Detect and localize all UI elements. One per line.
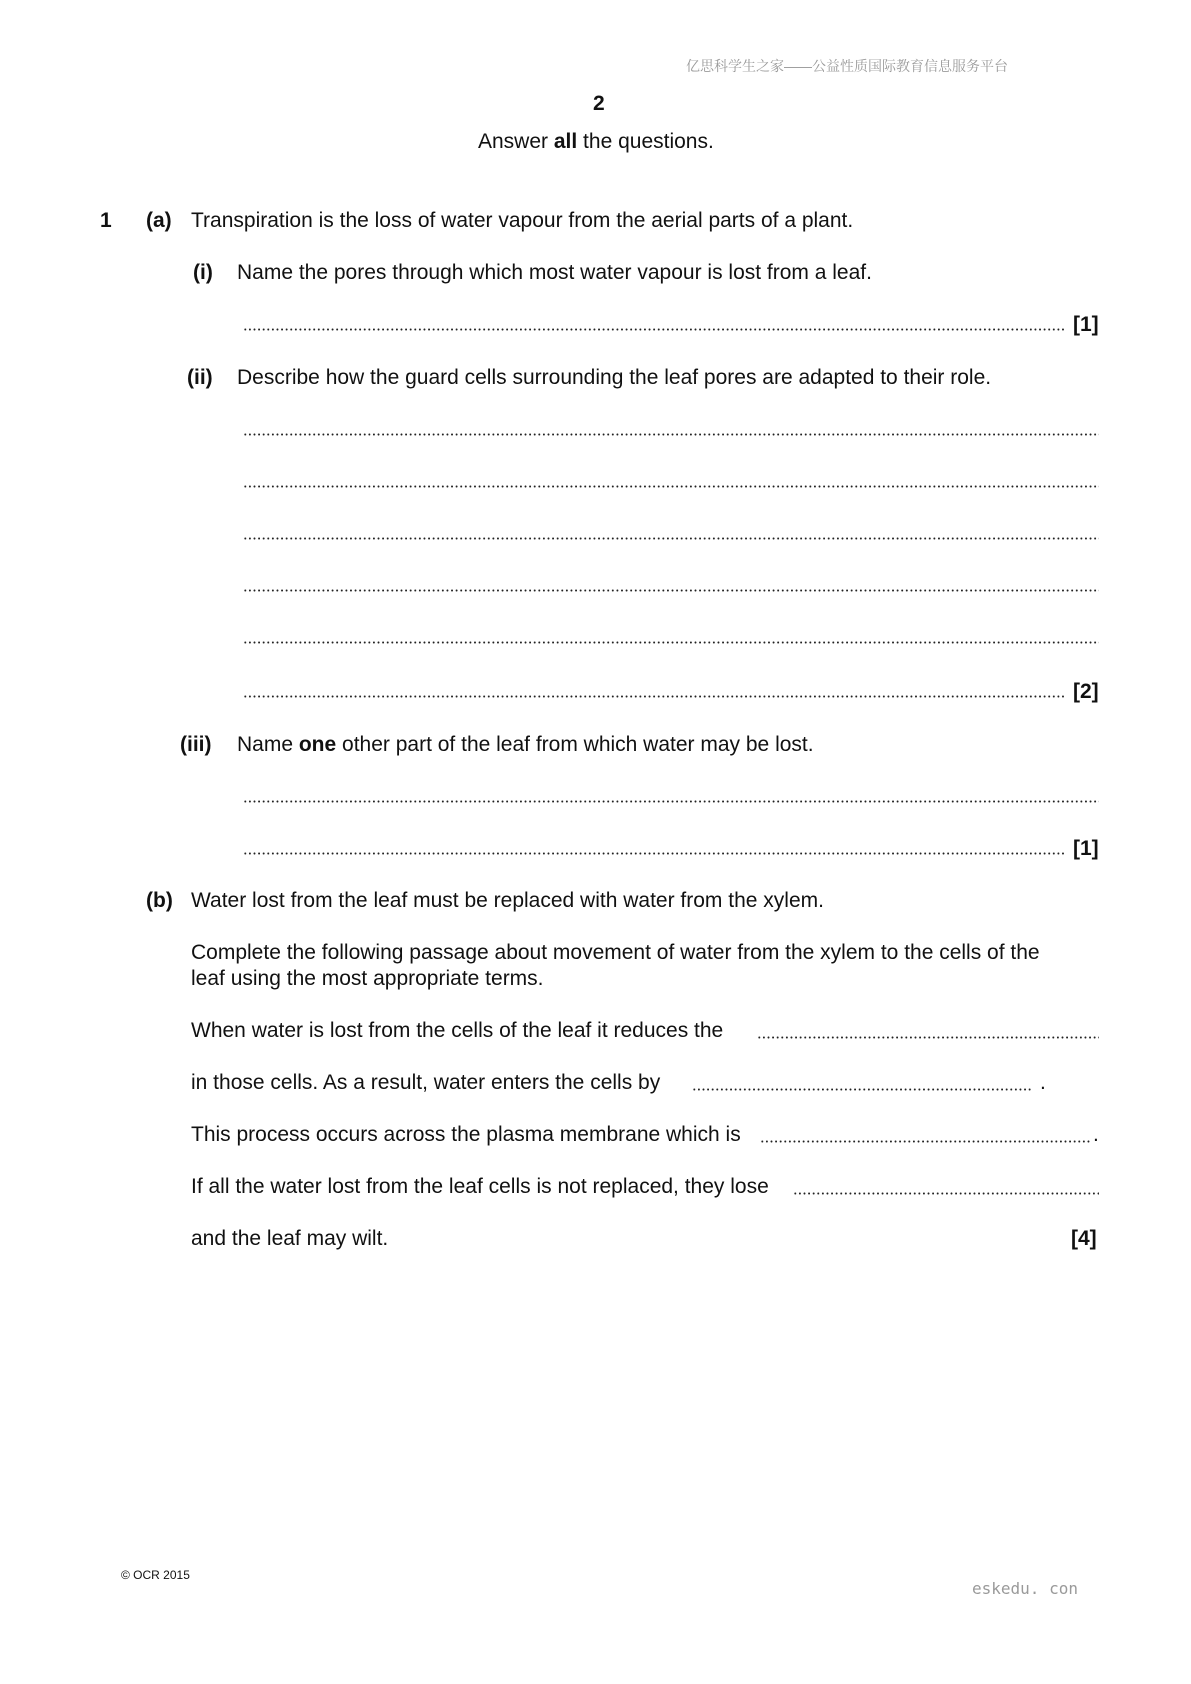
part-b-instruction-line-1: Complete the following passage about movement of water from the xylem to the cells of the [191,941,1040,964]
part-a-iii-emphasis: one [298,733,337,756]
question-number: 1 [100,209,112,232]
part-a-i-label: (i) [193,261,213,284]
passage-line-5: and the leaf may wilt. [191,1227,389,1250]
mark-a-i: [1] [1073,313,1099,336]
part-a-label: (a) [146,209,172,232]
part-a-ii-text: Describe how the guard cells surrounding the leaf pores are adapted to their role. [237,366,992,389]
answer-line-a-ii-1[interactable] [243,433,1099,436]
top-watermark: 亿思科学生之家——公益性质国际教育信息服务平台 [686,58,1008,74]
part-b-instruction-line-2: leaf using the most appropriate terms. [191,967,544,990]
instruction-text-end: the questions. [577,130,714,153]
passage-line-2: in those cells. As a result, water enters the cells by [191,1071,661,1094]
answer-line-a-ii-4[interactable] [243,589,1099,592]
mark-b: [4] [1071,1227,1097,1250]
instruction-text: Answer [478,130,554,153]
passage-line-1: When water is lost from the cells of the leaf it reduces the [191,1019,724,1042]
part-a-iii-text-start: Name [237,733,299,756]
blank-3[interactable] [760,1140,1090,1143]
instruction-emphasis: all [553,130,578,153]
blank-4[interactable] [793,1192,1099,1195]
answer-line-a-ii-3[interactable] [243,537,1099,540]
answer-line-a-ii-6[interactable] [243,695,1066,698]
blank-1[interactable] [757,1036,1099,1039]
answer-line-a-ii-2[interactable] [243,485,1099,488]
answer-line-a-iii-2[interactable] [243,852,1066,855]
part-a-iii-text [237,733,814,757]
page-number: 2 [593,92,605,115]
part-a-ii-label: (ii) [187,366,213,389]
passage-line-4: If all the water lost from the leaf cells is not replaced, they lose [191,1175,769,1198]
general-instruction [478,130,714,154]
answer-line-a-ii-5[interactable] [243,641,1099,644]
bottom-watermark: eskedu. con [972,1579,1078,1598]
mark-a-iii: [1] [1073,837,1099,860]
passage-line-3-period: . [1093,1123,1099,1146]
part-b-label: (b) [146,889,173,912]
part-b-text: Water lost from the leaf must be replaced with water from the xylem. [191,889,824,912]
passage-line-2-period: . [1040,1071,1046,1094]
blank-2[interactable] [692,1088,1032,1091]
answer-line-a-i[interactable] [243,328,1066,331]
copyright: © OCR 2015 [121,1568,190,1582]
part-a-text: Transpiration is the loss of water vapour from the aerial parts of a plant. [191,209,854,232]
part-a-iii-text-end: other part of the leaf from which water may be lost. [336,733,814,756]
passage-line-3: This process occurs across the plasma membrane which is [191,1123,741,1146]
part-a-iii-label: (iii) [180,733,212,756]
mark-a-ii: [2] [1073,680,1099,703]
answer-line-a-iii-1[interactable] [243,800,1099,803]
part-a-i-text: Name the pores through which most water vapour is lost from a leaf. [237,261,872,284]
